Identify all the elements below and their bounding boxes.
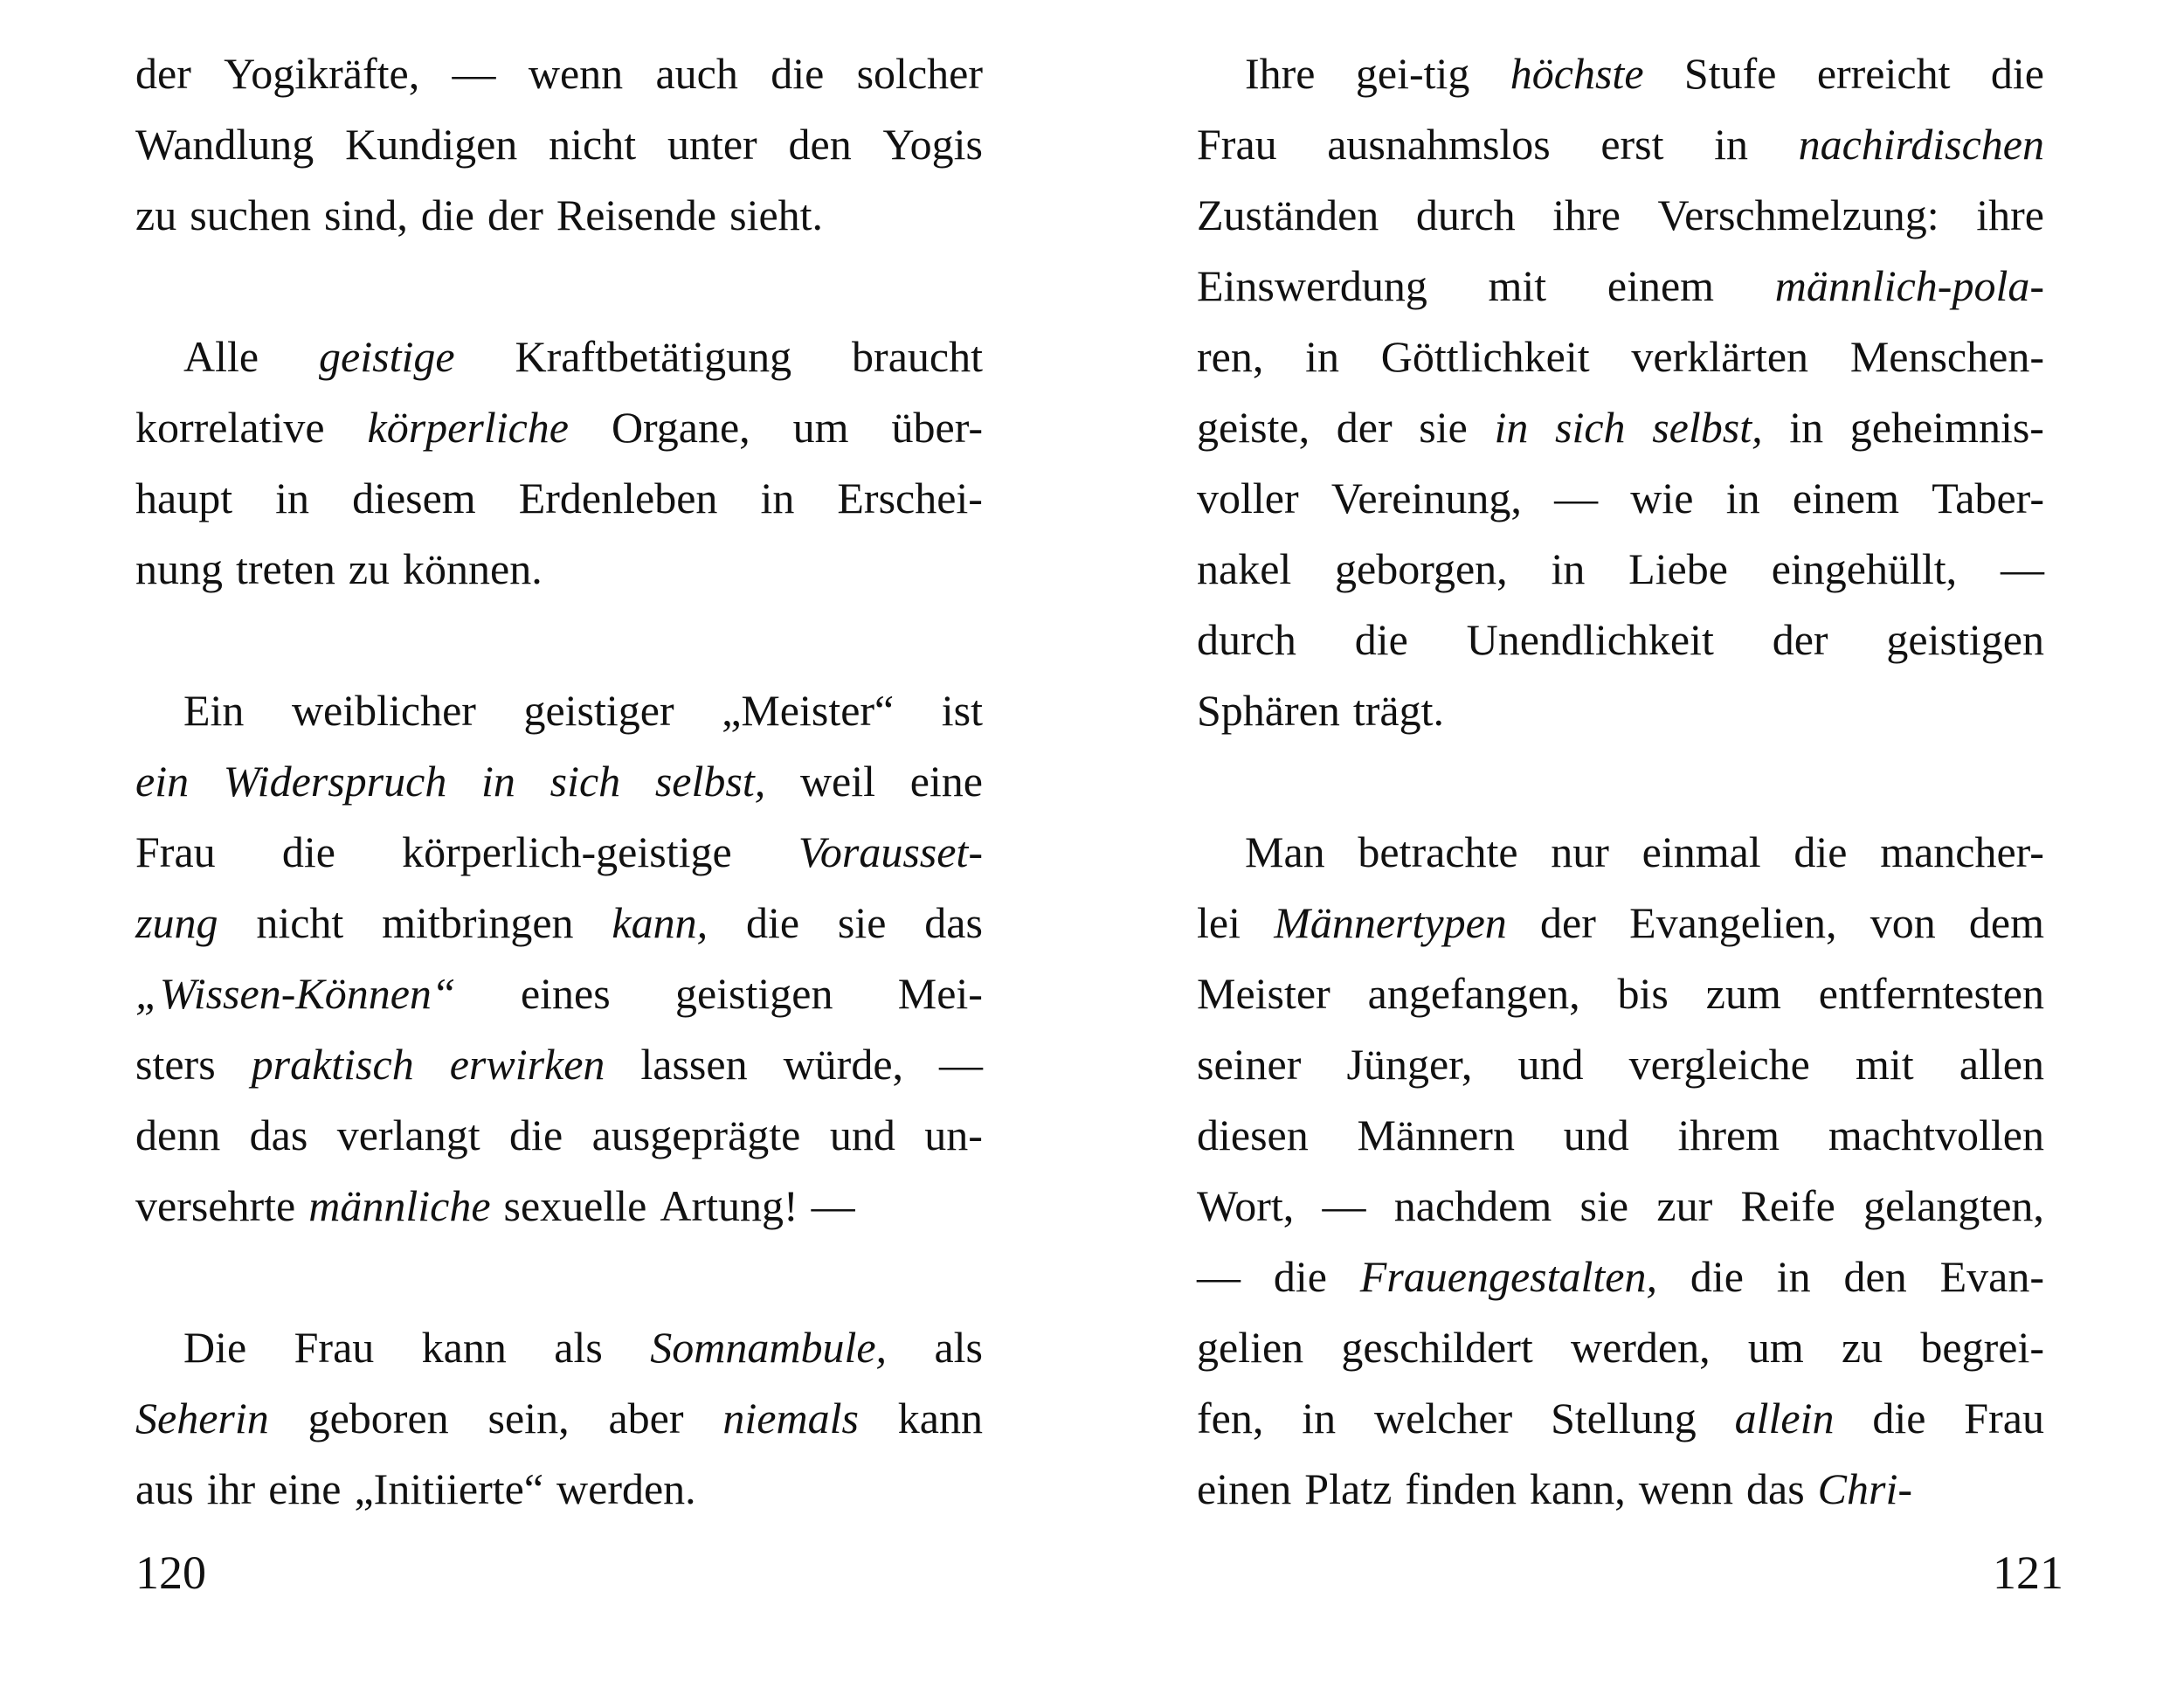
word: Organe, [611, 403, 750, 452]
word: angefangen, [1367, 969, 1580, 1018]
word: geborgen, [1335, 544, 1508, 593]
right-page [1197, 38, 2044, 1525]
word: mitbringen [382, 898, 574, 947]
word: Einswerdung [1197, 261, 1427, 310]
word: denn [135, 1110, 221, 1159]
word: diesem [352, 474, 476, 522]
word: trägt. [1352, 686, 1444, 735]
word: sein, [487, 1394, 570, 1442]
italic-word: sich [549, 757, 621, 806]
word: werden, [1570, 1323, 1711, 1372]
word: — [2000, 544, 2044, 593]
word: sexuelle [503, 1181, 647, 1230]
word: in [1725, 474, 1760, 522]
word: die [1273, 1252, 1327, 1301]
word: zur [1656, 1181, 1713, 1230]
word: der [1772, 615, 1828, 664]
word: das [924, 898, 983, 947]
word: Man [1245, 827, 1325, 876]
word: Stufe [1683, 49, 1777, 98]
word: begrei- [1920, 1323, 2044, 1372]
word: die [745, 898, 800, 947]
word: nung [135, 544, 223, 593]
text-line [1197, 392, 2044, 463]
word: Artung! [660, 1181, 798, 1230]
word: mit [1488, 261, 1547, 310]
text-line [1197, 1171, 2044, 1242]
word: den [788, 120, 852, 169]
word: nachdem [1393, 1181, 1552, 1230]
italic-word: zung [135, 898, 218, 947]
italic-word: männliche [308, 1181, 491, 1230]
word: weiblicher [291, 686, 476, 735]
text-line [135, 888, 983, 958]
word: um [1747, 1323, 1804, 1372]
word: Evangelien, [1629, 898, 1837, 947]
word: Evan- [1939, 1252, 2044, 1301]
word: der [1336, 403, 1393, 452]
word: nur [1551, 827, 1609, 876]
italic-word: selbst, [654, 757, 766, 806]
text-line [1197, 38, 2044, 109]
word: Vereinung, [1330, 474, 1522, 522]
word: gelien [1197, 1323, 1304, 1372]
word: und [1563, 1110, 1629, 1159]
word: Yogikräfte, [224, 49, 420, 98]
italic-word: praktisch [251, 1040, 414, 1089]
word: Platz [1304, 1464, 1393, 1513]
word: suchen [190, 190, 312, 239]
word: zum [1705, 969, 1781, 1018]
word: ihrem [1677, 1110, 1780, 1159]
italic-word: erwirken [449, 1040, 605, 1089]
word: um [792, 403, 849, 452]
word: Frau [135, 827, 216, 876]
word: durch [1197, 615, 1296, 664]
word: wenn [1638, 1464, 1734, 1513]
text-line [135, 1454, 983, 1525]
word: versehrte [135, 1181, 296, 1230]
word: in [275, 474, 310, 522]
text-line [135, 817, 983, 888]
word: das [249, 1110, 308, 1159]
italic-word: allein [1734, 1394, 1835, 1442]
word: dem [1968, 898, 2044, 947]
paragraph [135, 322, 983, 605]
paragraph [1197, 817, 2044, 1525]
paragraph [1197, 38, 2044, 746]
word: die [1690, 1252, 1744, 1301]
italic-word: in [1494, 403, 1529, 452]
italic-word: geistige [319, 332, 455, 381]
word: wie [1630, 474, 1694, 522]
left-page [135, 38, 983, 1525]
italic-word: körperliche [367, 403, 569, 452]
word: ren, [1197, 332, 1264, 381]
word: das [1746, 1464, 1805, 1513]
text-line [135, 392, 983, 463]
word: der [135, 49, 191, 98]
word: machtvollen [1828, 1110, 2044, 1159]
word: geistigen [674, 969, 833, 1018]
text-line [135, 746, 983, 817]
word: Yogis [882, 120, 983, 169]
word: Erdenleben [518, 474, 718, 522]
text-line [135, 1171, 983, 1242]
text-line [1197, 1242, 2044, 1312]
word: die [1354, 615, 1408, 664]
word: den [1843, 1252, 1907, 1301]
word: allen [1959, 1040, 2044, 1089]
word: in [1776, 1252, 1811, 1301]
word: als [554, 1323, 603, 1372]
text-line [1197, 109, 2044, 180]
word: in [760, 474, 795, 522]
text-line [135, 1383, 983, 1454]
word: in [1551, 544, 1586, 593]
word: sie [1419, 403, 1468, 452]
word: ausgeprägte [591, 1110, 801, 1159]
word: ihr [206, 1464, 256, 1513]
word: zu [1841, 1323, 1883, 1372]
word: der [487, 190, 543, 239]
word: Reisende [556, 190, 717, 239]
word: ihre [1976, 190, 2044, 239]
word: können. [403, 544, 543, 593]
word: fen, [1197, 1394, 1264, 1442]
word: kann, [1530, 1464, 1626, 1513]
text-line [135, 109, 983, 180]
word: der [1540, 898, 1596, 947]
text-line [1197, 180, 2044, 251]
word: über- [891, 403, 983, 452]
word: un- [924, 1110, 983, 1159]
word: die [1990, 49, 2044, 98]
word: geiste, [1197, 403, 1310, 452]
word: seiner [1197, 1040, 1302, 1089]
italic-word: kann, [612, 898, 708, 947]
word: unter [667, 120, 757, 169]
word: einem [1607, 261, 1715, 310]
text-line [1197, 958, 2044, 1029]
italic-word: Widerspruch [223, 757, 447, 806]
word: mit [1856, 1040, 1914, 1089]
italic-word: selbst, [1652, 403, 1763, 452]
word: einen [1197, 1464, 1292, 1513]
word: Ein [183, 686, 245, 735]
word: eine [268, 1464, 342, 1513]
text-line [1197, 463, 2044, 534]
text-line [1197, 1312, 2044, 1383]
word: sters [135, 1040, 216, 1089]
word: Frau [1197, 120, 1277, 169]
paragraph [135, 1312, 983, 1525]
italic-word: Frauengestalten, [1359, 1252, 1657, 1301]
word: verlangt [336, 1110, 480, 1159]
word: „Initiierte“ [354, 1464, 544, 1513]
word: korrelative [135, 403, 325, 452]
word: eine [909, 757, 983, 806]
word: werden. [556, 1464, 696, 1513]
word: nicht [256, 898, 344, 947]
word: in [1302, 1394, 1337, 1442]
word: Zuständen [1197, 190, 1379, 239]
word: sieht. [729, 190, 824, 239]
text-line [1197, 1454, 2044, 1525]
word: aus [135, 1464, 194, 1513]
word: — [452, 49, 496, 98]
word: sie [837, 898, 887, 947]
word: Unendlichkeit [1466, 615, 1714, 664]
word: geistiger [523, 686, 674, 735]
italic-word: in [481, 757, 515, 806]
word: die [1794, 827, 1848, 876]
italic-word: niemals [722, 1394, 859, 1442]
text-line [135, 534, 983, 605]
word: eines [520, 969, 611, 1018]
italic-word: Chri- [1817, 1464, 1913, 1513]
word: treten [236, 544, 335, 593]
word: mancher- [1880, 827, 2044, 876]
word: geheimnis- [1849, 403, 2044, 452]
paragraph [135, 675, 983, 1242]
word: Stellung [1551, 1394, 1697, 1442]
paragraph [135, 38, 983, 251]
italic-word: Männertypen [1274, 898, 1507, 947]
word: Jünger, [1346, 1040, 1473, 1089]
word: geistigen [1886, 615, 2044, 664]
word: ausnahmslos [1327, 120, 1551, 169]
text-line [1197, 1029, 2044, 1100]
italic-word: „Wissen-Können“ [135, 969, 456, 1018]
word: Kraftbetätigung [515, 332, 792, 381]
word: lassen [640, 1040, 748, 1089]
word: aber [608, 1394, 684, 1442]
word: „Meister“ [722, 686, 895, 735]
italic-word: männlich-pola- [1774, 261, 2044, 310]
word: braucht [852, 332, 983, 381]
word: voller [1197, 474, 1299, 522]
text-line [1197, 675, 2044, 746]
word: die [1872, 1394, 1926, 1442]
text-line [1197, 251, 2044, 322]
word: Göttlichkeit [1380, 332, 1590, 381]
word: Taber- [1932, 474, 2044, 522]
text-line [1197, 605, 2044, 675]
word: erreicht [1816, 49, 1951, 98]
text-line [135, 463, 983, 534]
word: kann [421, 1323, 507, 1372]
word: finden [1405, 1464, 1517, 1513]
word: Erschei- [837, 474, 983, 522]
word: Meister [1197, 969, 1330, 1018]
word: wenn [528, 49, 624, 98]
word: welcher [1373, 1394, 1513, 1442]
text-line [135, 38, 983, 109]
word: körperlich-geistige [402, 827, 732, 876]
word: in [1789, 403, 1824, 452]
page-number-right: 121 [1993, 1546, 2063, 1599]
word: die [281, 827, 335, 876]
word: Männern [1357, 1110, 1515, 1159]
word: nicht [549, 120, 637, 169]
word: Die [183, 1323, 247, 1372]
word: Sphären [1197, 686, 1340, 735]
word: von [1870, 898, 1936, 947]
text-line [1197, 1100, 2044, 1171]
word: kann [897, 1394, 983, 1442]
italic-word: sich [1555, 403, 1626, 452]
word: auch [655, 49, 738, 98]
word: die [509, 1110, 563, 1159]
word: zu [135, 190, 177, 239]
word: ihre [1552, 190, 1621, 239]
text-line [1197, 534, 2044, 605]
word: verklärten [1631, 332, 1809, 381]
word: lei [1197, 898, 1241, 947]
word: gei-tig [1355, 49, 1470, 98]
word: sind, [324, 190, 408, 239]
page-number-left: 120 [135, 1546, 206, 1599]
italic-word: Seherin [135, 1394, 269, 1442]
text-line [135, 1312, 983, 1383]
word: eingehüllt, [1771, 544, 1958, 593]
word: solcher [856, 49, 983, 98]
text-line [1197, 817, 2044, 888]
word: Wort, [1197, 1181, 1295, 1230]
word: weil [799, 757, 876, 806]
text-line [135, 322, 983, 392]
word: Verschmelzung: [1657, 190, 1939, 239]
word: gelangten, [1863, 1181, 2044, 1230]
word: geschildert [1341, 1323, 1533, 1372]
word: als [934, 1323, 983, 1372]
italic-word: nachirdischen [1798, 120, 2044, 169]
word: einem [1792, 474, 1900, 522]
word: — [811, 1181, 855, 1230]
word: würde, [783, 1040, 904, 1089]
word: Mei- [897, 969, 983, 1018]
word: die [420, 190, 474, 239]
word: diesen [1197, 1110, 1309, 1159]
italic-word: Vorausset- [798, 827, 983, 876]
word: betrachte [1358, 827, 1518, 876]
word: — [1554, 474, 1599, 522]
word: einmal [1641, 827, 1761, 876]
word: Wandlung [135, 120, 314, 169]
word: in [1305, 332, 1340, 381]
text-line [135, 675, 983, 746]
text-line [135, 958, 983, 1029]
word: geboren [308, 1394, 449, 1442]
word: Frau [294, 1323, 375, 1372]
word: Reife [1740, 1181, 1835, 1230]
word: Alle [183, 332, 259, 381]
italic-word: höchste [1510, 49, 1644, 98]
word: nakel [1197, 544, 1292, 593]
word: und [1517, 1040, 1584, 1089]
italic-word: Somnambule, [650, 1323, 888, 1372]
word: zu [348, 544, 390, 593]
word: sie [1579, 1181, 1629, 1230]
word: ist [941, 686, 983, 735]
word: durch [1415, 190, 1516, 239]
word: Frau [1964, 1394, 2044, 1442]
text-line [1197, 322, 2044, 392]
word: Menschen- [1849, 332, 2044, 381]
word: bis [1617, 969, 1669, 1018]
word: entferntesten [1818, 969, 2044, 1018]
word: erst [1600, 120, 1664, 169]
text-line [1197, 888, 2044, 958]
word: vergleiche [1628, 1040, 1810, 1089]
word: Ihre [1245, 49, 1316, 98]
word: — [1322, 1181, 1366, 1230]
word: Kundigen [345, 120, 518, 169]
italic-word: ein [135, 757, 190, 806]
text-line [135, 1100, 983, 1171]
word: und [829, 1110, 895, 1159]
word: haupt [135, 474, 233, 522]
text-line [135, 1029, 983, 1100]
word: die [771, 49, 825, 98]
word: in [1714, 120, 1748, 169]
text-line [135, 180, 983, 251]
word: Liebe [1628, 544, 1728, 593]
text-line [1197, 1383, 2044, 1454]
word: — [938, 1040, 983, 1089]
word: — [1197, 1252, 1241, 1301]
